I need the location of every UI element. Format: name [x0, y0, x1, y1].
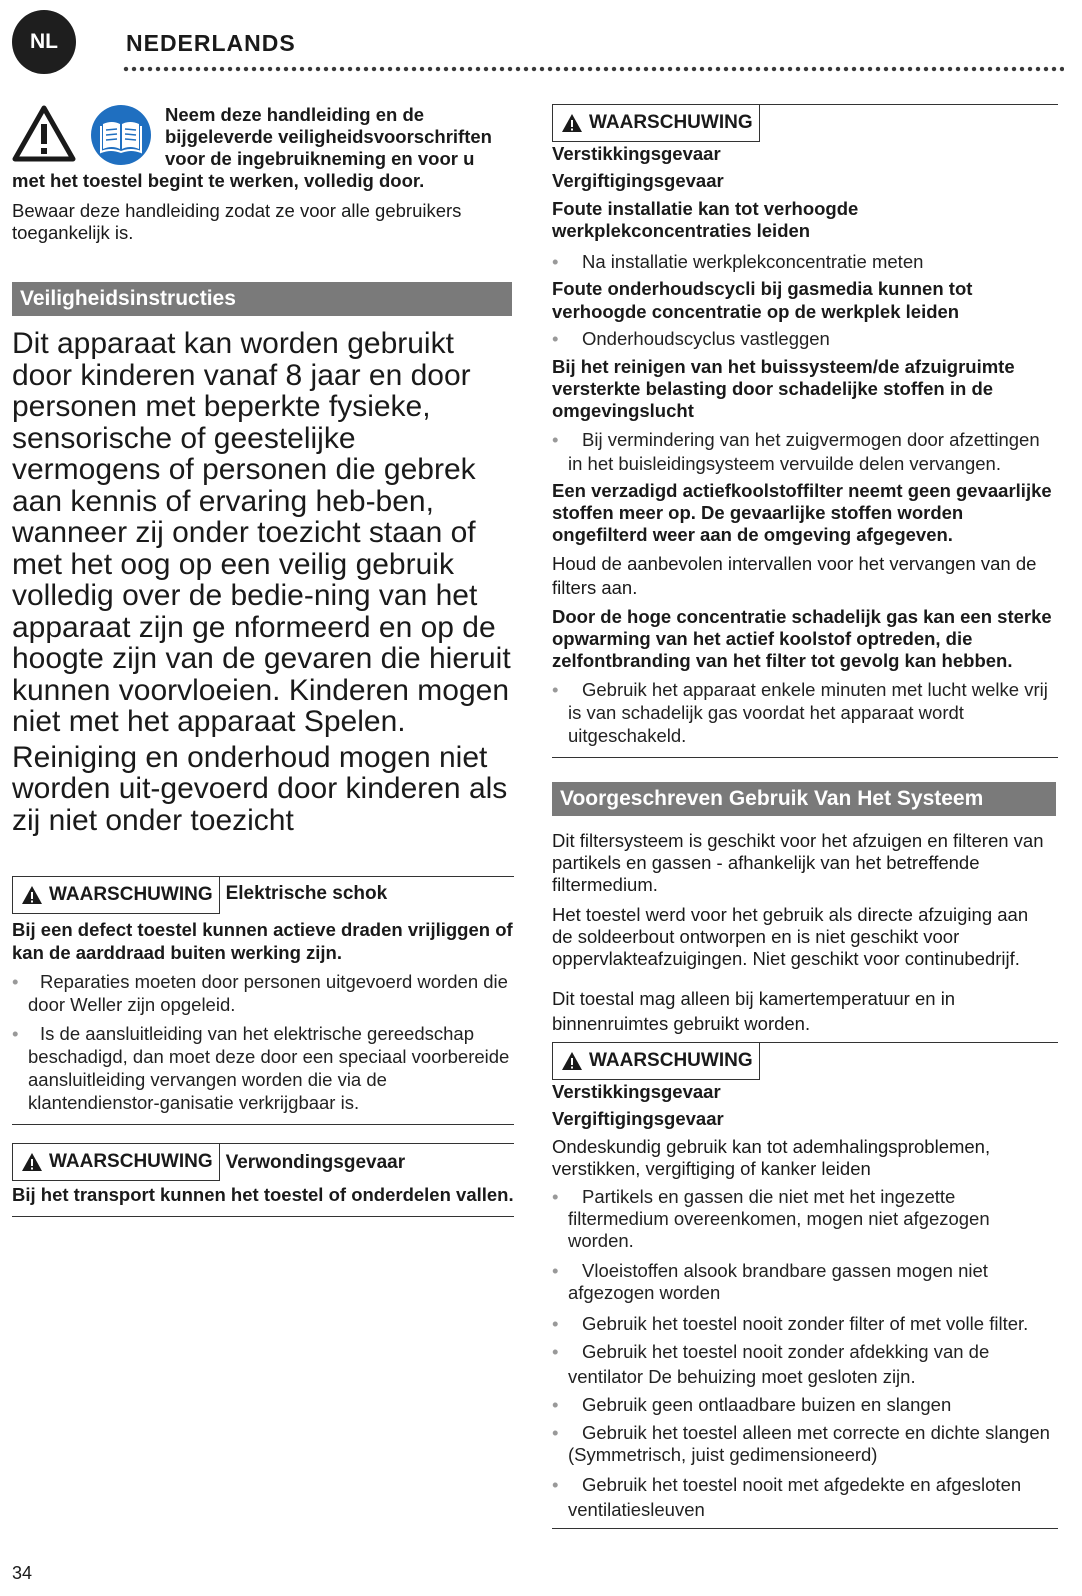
usage-paragraph: Het toestel werd voor het gebruik als directe afzuiging aan de soldeerbout ontworpen en is niet geschikt voor oppervlakteafzuigingen. Niet geschikt voor continubedrijf. [552, 904, 1029, 969]
safety-paragraph: Reiniging en onderhoud mogen niet worden uit-gevoerd door kinderen als zij niet onder toezicht [12, 740, 508, 837]
list-item: • Partikels en gassen die niet met het ingezette filtermedium overeenkomen, mogen niet afgezogen worden. [552, 1186, 990, 1251]
dotted-divider [122, 66, 1064, 72]
intro-line: Neem deze handleiding en de [165, 104, 425, 125]
intro-line: met het toestel begint te werken, volledig door. [12, 170, 425, 191]
warning-label-box [12, 877, 220, 914]
usage-paragraph: Dit filtersysteem is geschikt voor het afzuigen en filteren van partikels en gassen - afhankelijk van het betreffende filtermedium. [552, 830, 1044, 895]
warning-right-2 [552, 1042, 1058, 1529]
list-item-text: Gebruik het toestel nooit zonder afdekking van de ventilator De behuizing moet gesloten zijn. [568, 1341, 990, 1387]
left-column [12, 104, 524, 1217]
warning-label-box [552, 1043, 760, 1080]
warning-header [12, 1143, 514, 1181]
list-item: • Gebruik het toestel nooit zonder afdekking van de ventilator De behuizing moet gesloten zijn. [552, 1341, 990, 1387]
warning-note: Houd de aanbevolen intervallen voor het vervangen van de filters aan. [552, 553, 1037, 598]
list-item-text: Gebruik het toestel alleen met correcte en dichte slangen (Symmetrisch, juist gedimensioneerd) [568, 1422, 1050, 1465]
warning-text: Foute onderhoudscycli bij gasmedia kunnen tot verhoogde concentratie op de werkplek leiden [552, 278, 973, 322]
list-item: • Vloeistoffen alsook brandbare gassen mogen niet afgezogen worden [552, 1260, 988, 1303]
warning-text: Bij het transport kunnen het toestel of onderdelen vallen. [12, 1184, 514, 1205]
hazard-title: Vergiftigingsgevaar [552, 170, 724, 191]
warning-label: WAARSCHUWING [49, 1151, 213, 1172]
intro-line: bijgeleverde veiligheidsvoorschriften [165, 126, 492, 147]
list-item: • Bij vermindering van het zuigvermogen door afzettingen in het buisleidingsysteem vervuilde delen vervangen. [552, 429, 1040, 474]
warning-right-1 [552, 104, 1058, 758]
list-item-text: Na installatie werkplekconcentratie meten [582, 251, 924, 272]
language-code: NL [30, 30, 58, 53]
small-warning-icon [21, 885, 43, 905]
warning-label-box [552, 105, 760, 142]
usage-paragraph: Dit toestal mag alleen bij kamertemperatuur en in binnenruimtes gebruikt worden. [552, 988, 956, 1034]
list-item: • Is de aansluitleiding van het elektrische gereedschap beschadigd, dan moet deze door een speciaal voorbereide aansluitleiding vervangen worden die via de klantendienstor-ganisatie verkrijgbaar is. [12, 1023, 510, 1113]
warning-text: Foute installatie kan tot verhoogde werkplekconcentraties leiden [552, 198, 859, 241]
list-item-text: Gebruik het toestel nooit met afgedekte en afgesloten ventilatiesleuven [568, 1474, 1022, 1520]
warning-text: Door de hoge concentratie schadelijk gas kan een sterke opwarming van het actief koolstof optreden, die zelfontbranding van het filter tot gevolg kan hebben. [552, 606, 1052, 671]
list-item: • Gebruik geen ontlaadbare buizen en slangen [552, 1394, 952, 1415]
language-badge [12, 10, 76, 74]
page-number: 34 [12, 1563, 33, 1583]
warning-label-box [12, 1144, 220, 1181]
warning-header [552, 104, 1058, 142]
warning-text: Ondeskundig gebruik kan tot ademhalingsproblemen, verstikken, vergiftiging of kanker leiden [552, 1136, 991, 1179]
list-item-text: Gebruik het apparaat enkele minuten met lucht welke vrij is van schadelijk gas voordat het apparaat wordt uitgeschakeld. [568, 679, 1048, 746]
list-item-text: Bij vermindering van het zuigvermogen door afzettingen in het buisleidingsysteem vervuilde delen vervangen. [568, 429, 1040, 474]
list-item-text: Partikels en gassen die niet met het ingezette filtermedium overeenkomen, mogen niet afgezogen worden. [568, 1186, 990, 1251]
hazard-title: Vergiftigingsgevaar [552, 1108, 724, 1129]
list-item-text: Onderhoudscyclus vastleggen [582, 328, 830, 349]
intro-line: voor de ingebruikneming en voor u [165, 148, 475, 169]
list-item-text: Vloeistoffen alsook brandbare gassen mogen niet afgezogen worden [568, 1260, 988, 1303]
warning-type: Elektrische schok [225, 883, 388, 904]
read-manual-icon [90, 104, 152, 166]
warning-label: WAARSCHUWING [49, 884, 213, 905]
warning-type: Verwondingsgevaar [225, 1151, 406, 1173]
warning-text: Bij een defect toestel kunnen actieve draden vrijliggen of kan de aarddraad buiten werking zijn. [12, 919, 513, 963]
list-item-text: Gebruik het toestel nooit zonder filter of met volle filter. [582, 1313, 1029, 1334]
warning-header [552, 1042, 1058, 1080]
warning-text: Een verzadigd actiefkoolstoffilter neemt geen gevaarlijke stoffen meer op. De gevaarlijke stoffen worden ongefilterd weer aan de omgeving afgegeven. [552, 480, 1052, 545]
hazard-title: Verstikkingsgevaar [552, 143, 721, 164]
warning-label: WAARSCHUWING [589, 112, 753, 133]
intro-note: Bewaar deze handleiding zodat ze voor alle gebruikers toegankelijk is. [12, 200, 462, 243]
warning-text: Bij het reinigen van het buissysteem/de afzuigruimte versterkte belasting door schadelijke stoffen in de omgevingslucht [552, 356, 1015, 421]
list-item: • Onderhoudscyclus vastleggen [552, 328, 830, 349]
hazard-title: Verstikkingsgevaar [552, 1081, 721, 1102]
divider [552, 757, 1058, 758]
list-item: • Gebruik het toestel alleen met correcte en dichte slangen (Symmetrisch, juist gedimensioneerd) [552, 1422, 1050, 1465]
warning-triangle-icon [12, 104, 76, 162]
divider [552, 1528, 1058, 1529]
small-warning-icon [21, 1152, 43, 1172]
list-item-text: Gebruik geen ontlaadbare buizen en slangen [582, 1394, 952, 1415]
list-item: • Gebruik het toestel nooit zonder filter of met volle filter. [552, 1313, 1029, 1334]
right-column [552, 104, 1072, 1529]
intro-block [12, 104, 524, 192]
language-title: NEDERLANDS [126, 30, 296, 56]
list-item: • Na installatie werkplekconcentratie meten [552, 251, 924, 272]
divider [12, 1216, 514, 1217]
safety-paragraph: Dit apparaat kan worden gebruikt door kinderen vanaf 8 jaar en door personen met beperkte fysieke, sensorische of geestelijke vermogens of personen die gebrek aan kennis of ervaring heb-ben, wanneer zij onder toezicht staan of met het oog op een veilig gebruik volledig over de bedie-ning van het apparaat zijn ge nformeerd en op de hoogte zijn van de gevaren die hieruit kunnen voorvloeien. Kinderen mogen niet met het apparaat Spelen. [12, 327, 511, 738]
divider [12, 1124, 514, 1125]
small-warning-icon [561, 113, 583, 133]
list-item-text: Reparaties moeten door personen uitgevoerd worden die door Weller zijn opgeleid. [28, 971, 508, 1015]
list-item: • Gebruik het apparaat enkele minuten met lucht welke vrij is van schadelijk gas voordat het apparaat wordt uitgeschakeld. [552, 679, 1048, 746]
small-warning-icon [561, 1051, 583, 1071]
section-title-usage: Voorgeschreven Gebruik Van Het Systeem [552, 782, 1056, 816]
warning-injury [12, 1143, 514, 1217]
warning-header [12, 876, 514, 914]
section-title-safety: Veiligheidsinstructies [12, 282, 512, 316]
intro-icons [12, 104, 152, 166]
list-item-text: Is de aansluitleiding van het elektrische gereedschap beschadigd, dan moet deze door een speciaal voorbereide aansluitleiding vervangen worden die via de klantendienstor-ganisatie verkrijgbaar is. [28, 1023, 510, 1113]
warning-label: WAARSCHUWING [589, 1050, 753, 1071]
warning-electric [12, 876, 514, 1125]
list-item: • Reparaties moeten door personen uitgevoerd worden die door Weller zijn opgeleid. [12, 971, 508, 1015]
list-item: • Gebruik het toestel nooit met afgedekte en afgesloten ventilatiesleuven [552, 1474, 1022, 1520]
